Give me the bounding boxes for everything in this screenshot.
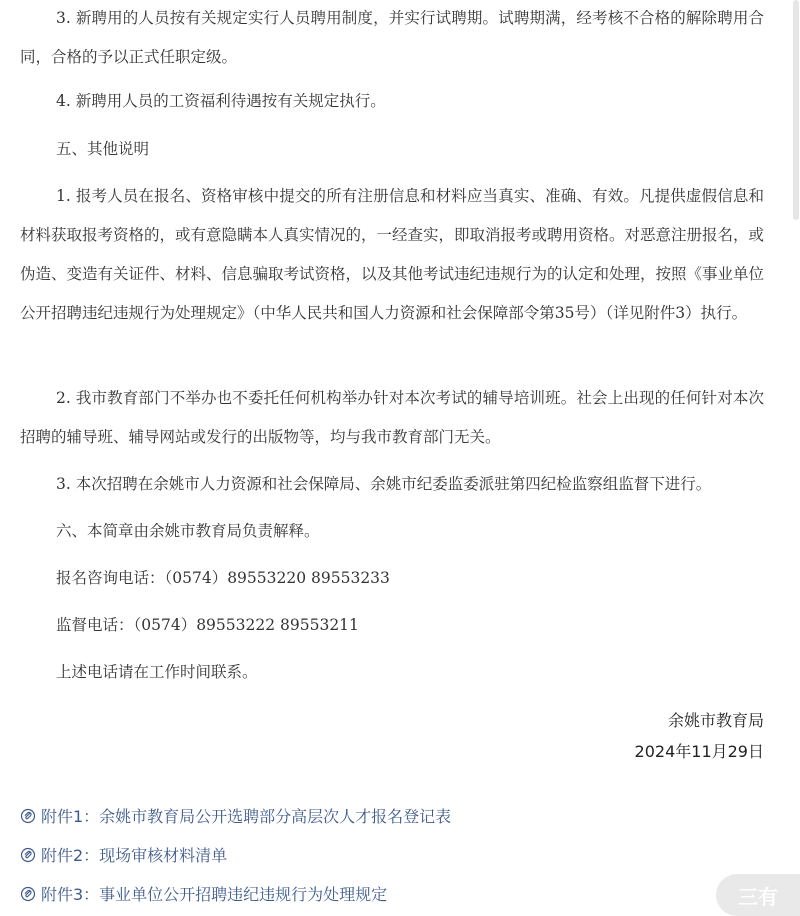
paragraph-truthful-info: 1. 报考人员在报名、资格审核中提交的所有注册信息和材料应当真实、准确、有效。凡提供虚假信息和材料获取报考资格的，或有意隐瞒本人真实情况的，一经查实，即取消报考或聘用资格。对恶意注册报名，或伪造、变造有关证件、材料、信息骗取考试资格，以及其他考试违纪违规行为的认定和处理，按照《事业单位公开招聘违纪违规行为处理规定》（中华人民共和国人力资源和社会保障部令第35号）（详见附件3）执行。 [20, 187, 765, 322]
paperclip-icon [20, 847, 36, 863]
signature-date: 2024年11月29日 [634, 742, 764, 761]
attachment-link-2[interactable] [20, 843, 227, 866]
paperclip-icon [20, 808, 36, 824]
paragraph-salary: 4. 新聘用人员的工资福利待遇按有关规定执行。 [56, 92, 386, 110]
attachment-label[interactable]: 附件2：现场审核材料清单 [41, 846, 228, 865]
paragraph-supervision: 3. 本次招聘在余姚市人力资源和社会保障局、余姚市纪委监委派驻第四纪检监察组监督下进行。 [56, 475, 712, 493]
scrollbar-thumb[interactable] [793, 0, 799, 220]
paperclip-icon [20, 886, 36, 902]
attachment-label[interactable]: 附件1：余姚市教育局公开选聘部分高层次人才报名登记表 [41, 807, 452, 826]
paragraph-hiring-probation: 3. 新聘用的人员按有关规定实行人员聘用制度，并实行试聘期。试聘期满，经考核不合格的解除聘用合同，合格的予以正式任职定级。 [20, 9, 764, 66]
floating-menu-button[interactable]: 三有 [716, 874, 800, 916]
supervision-phone: 监督电话：（0574）89553222 89553211 [56, 616, 359, 634]
attachment-link-1[interactable] [20, 804, 451, 827]
signature-org: 余姚市教育局 [667, 711, 764, 730]
section-heading-other: 五、其他说明 [56, 140, 150, 158]
section-heading-interpretation: 六、本简章由余姚市教育局负责解释。 [56, 522, 320, 540]
consult-phone: 报名咨询电话：（0574）89553220 89553233 [56, 569, 390, 587]
phone-note: 上述电话请在工作时间联系。 [56, 663, 258, 681]
paragraph-no-training: 2. 我市教育部门不举办也不委托任何机构举办针对本次考试的辅导培训班。社会上出现的任何针对本次招聘的辅导班、辅导网站或发行的出版物等，均与我市教育部门无关。 [20, 389, 764, 446]
attachment-label[interactable]: 附件3：事业单位公开招聘违纪违规行为处理规定 [41, 885, 388, 904]
attachment-link-3[interactable] [20, 882, 387, 905]
